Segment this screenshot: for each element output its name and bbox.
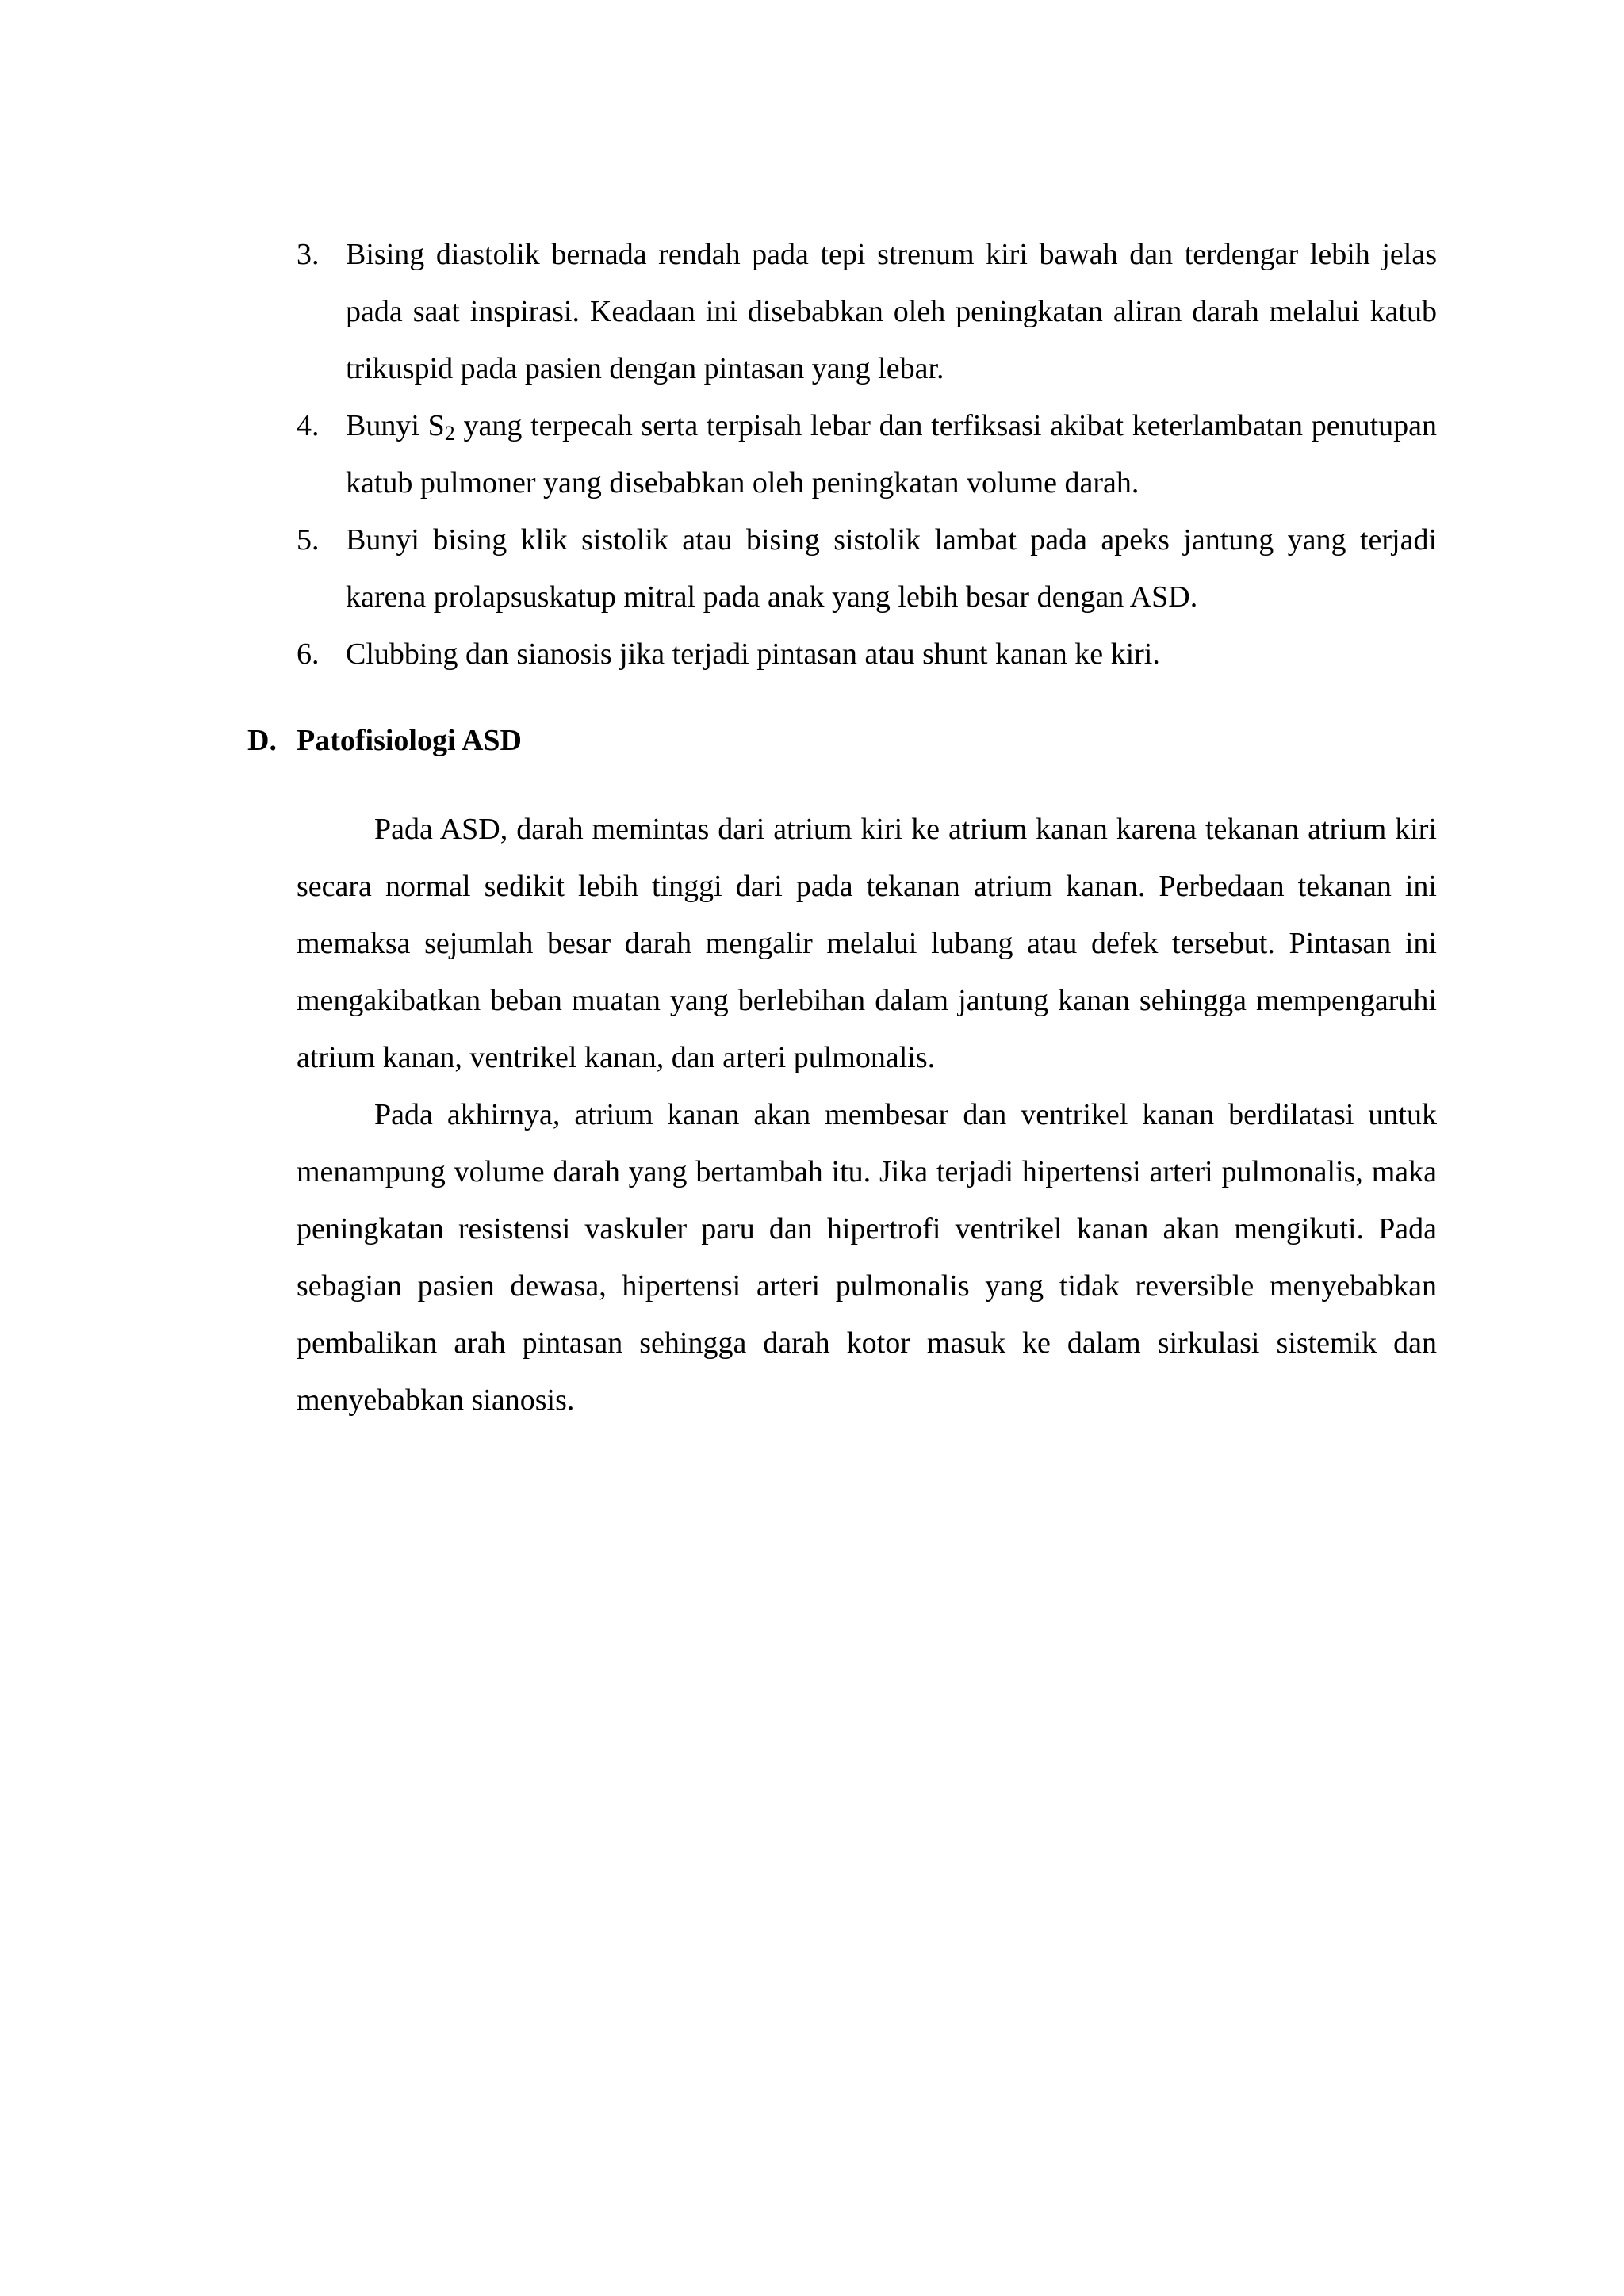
list-item — [297, 626, 1437, 683]
list-item-number: 5. — [297, 523, 320, 557]
section-title: Patofisiologi ASD — [297, 724, 522, 757]
list-item-text-after: yang terpecah serta terpisah lebar dan terfiksasi akibat keterlambatan penutupan katub pulmoner yang disebabkan oleh peningkatan volume darah. — [346, 409, 1437, 499]
symptom-list — [297, 226, 1437, 683]
list-item-text: Bising diastolik bernada rendah pada tepi strenum kiri bawah dan terdengar lebih jelas pada saat inspirasi. Keadaan ini disebabkan oleh peningkatan aliran darah melalui katub trikuspid pada pasien dengan pintasan yang lebar. — [346, 238, 1437, 385]
body-paragraph: Pada ASD, darah memintas dari atrium kiri ke atrium kanan karena tekanan atrium kiri secara normal sedikit lebih tinggi dari pada tekanan atrium kanan. Perbedaan tekanan ini memaksa sejumlah besar darah mengalir melalui lubang atau defek tersebut. Pintasan ini mengakibatkan beban muatan yang berlebihan dalam jantung kanan sehingga mempengaruhi atrium kanan, ventrikel kanan, dan arteri pulmonalis. — [297, 813, 1437, 1074]
body-paragraph: Pada akhirnya, atrium kanan akan membesar dan ventrikel kanan berdilatasi untuk menampung volume darah yang bertambah itu. Jika terjadi hipertensi arteri pulmonalis, maka peningkatan resistensi vaskuler paru dan hipertrofi ventrikel kanan akan mengikuti. Pada sebagian pasien dewasa, hipertensi arteri pulmonalis yang tidak reversible menyebabkan pembalikan arah pintasan sehingga darah kotor masuk ke dalam sirkulasi sistemik dan menyebabkan sianosis. — [297, 1098, 1437, 1417]
list-item — [297, 397, 1437, 511]
section-letter: D. — [247, 724, 277, 757]
list-item-number: 6. — [297, 637, 320, 671]
list-item-text: Bunyi bising klik sistolik atau bising sistolik lambat pada apeks jantung yang terjadi karena prolapsuskatup mitral pada anak yang lebih besar dengan ASD. — [346, 523, 1437, 614]
section-body — [297, 801, 1437, 1429]
list-item — [297, 226, 1437, 397]
list-item-number: 3. — [297, 238, 320, 271]
section-heading — [247, 712, 522, 769]
subscript: 2 — [444, 422, 455, 445]
list-item-number: 4. — [297, 409, 320, 442]
list-item-text: Clubbing dan sianosis jika terjadi pintasan atau shunt kanan ke kiri. — [346, 637, 1160, 671]
list-item-text-before: Bunyi S — [346, 409, 445, 442]
list-item — [297, 511, 1437, 626]
list-item-text — [346, 397, 1437, 511]
